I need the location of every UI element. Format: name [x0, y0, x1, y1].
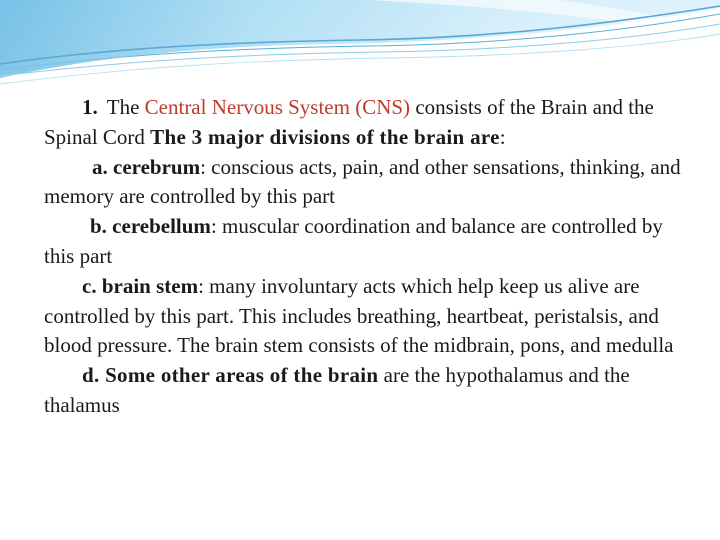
paragraph-cns-intro [44, 93, 684, 153]
item-number-1: 1. [82, 95, 98, 119]
paragraph-other-areas [44, 361, 684, 421]
cerebrum-label: a. cerebrum [92, 154, 201, 179]
paragraph-cerebellum [44, 212, 684, 272]
cerebellum-label: b. cerebellum [90, 214, 211, 239]
brain-stem-text: : many involuntary acts which help keep us alive are controlled by this part. This includes breathing, heartbeat, peristalsis, and blood pressure. The brain stem consists of the midbrain, pons, and medulla [44, 273, 674, 358]
paragraph-brain-stem [44, 272, 684, 361]
brain-stem-label: c. brain stem [82, 273, 199, 298]
cns-term: Central Nervous System (CNS) [144, 95, 411, 119]
slide-body-text [44, 93, 684, 421]
other-areas-label: d. Some other areas of the brain [82, 363, 379, 388]
cerebrum-text: : conscious acts, pain, and other sensations, thinking, and memory are controlled by this part [44, 154, 681, 209]
divisions-heading: The 3 major divisions of the brain are [150, 124, 500, 149]
other-areas-text: are the hypothalamus and the thalamus [44, 363, 630, 417]
paragraph-cerebrum [44, 153, 684, 213]
intro-tail: consists of the Brain and the Spinal Cord [44, 95, 654, 149]
intro-lead: The [106, 95, 145, 119]
intro-colon: : [499, 124, 506, 149]
wave-header-decoration [0, 0, 720, 95]
cerebellum-text: : muscular coordination and balance are controlled by this part [44, 214, 663, 268]
